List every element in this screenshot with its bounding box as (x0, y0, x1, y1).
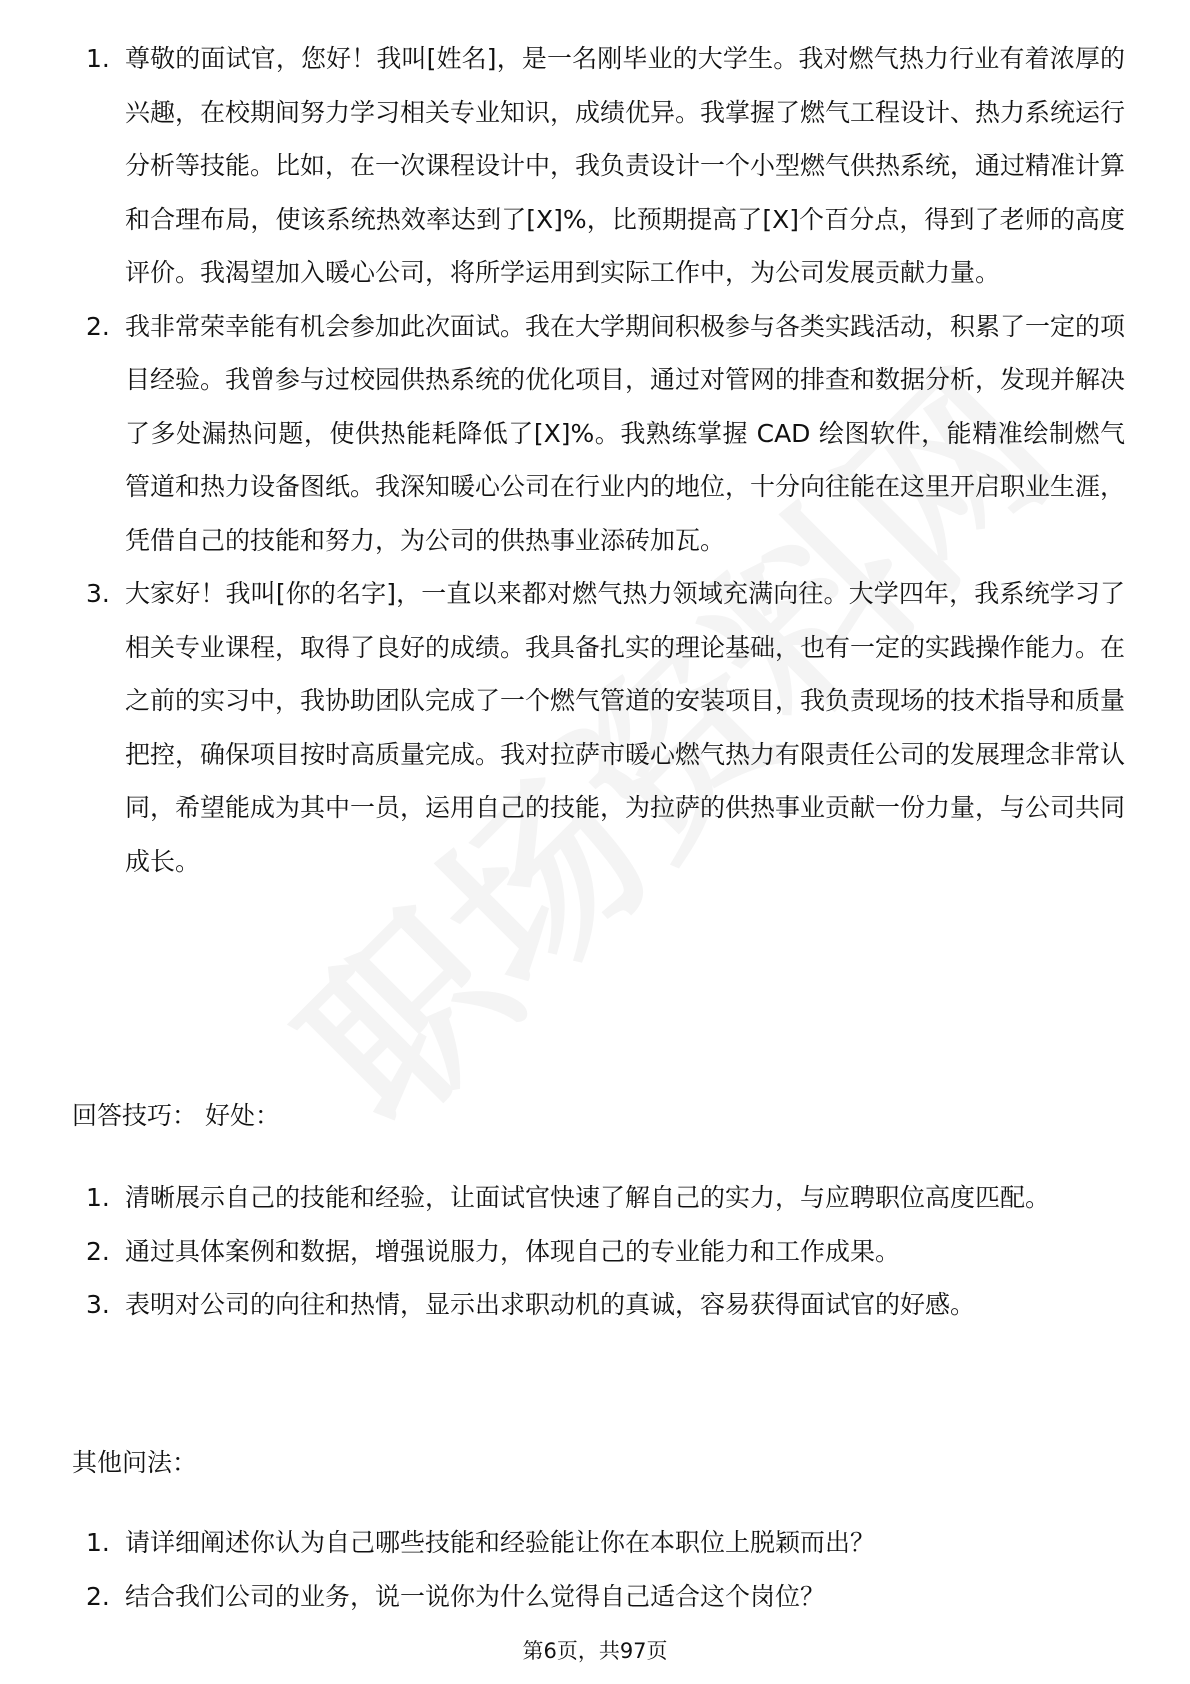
tip-item-3 (0, 1278, 1190, 1332)
list-number: 2. (86, 311, 110, 341)
tip-text: 表明对公司的向往和热情，显示出求职动机的真诚，容易获得面试官的好感。 (125, 1290, 976, 1319)
other-question-item-2 (0, 1570, 1190, 1624)
answer-item-1 (0, 32, 1190, 300)
list-number: 1. (86, 44, 110, 73)
other-question-text: 请详细阐述你认为自己哪些技能和经验能让你在本职位上脱颖而出？ (125, 1528, 876, 1557)
list-number: 2. (86, 1236, 110, 1266)
answer-list (0, 32, 1190, 888)
answer-text: 我非常荣幸能有机会参加此次面试。我在大学期间积极参与各类实践活动，积累了一定的项目经验。我曾参与过校园供热系统的优化项目，通过对管网的排查和数据分析，发现并解决了多处漏热问题，使供热能耗降低了[X]%。我熟练掌握 CAD 绘图软件，能精准绘制燃气管道和热力设备图纸。我深知暖心公司在行业内的地位，十分向往能在这里开启职业生涯，凭借自己的技能和努力，为公司的供热事业添砖加瓦。 (125, 311, 1126, 555)
other-question-text: 结合我们公司的业务，说一说你为什么觉得自己适合这个岗位？ (125, 1581, 826, 1611)
tip-item-2 (0, 1225, 1190, 1279)
answer-item-3 (0, 567, 1190, 888)
tip-text: 通过具体案例和数据，增强说服力，体现自己的专业能力和工作成果。 (125, 1236, 901, 1266)
tip-text: 清晰展示自己的技能和经验，让面试官快速了解自己的实力，与应聘职位高度匹配。 (125, 1183, 1051, 1212)
tip-item-1 (0, 1171, 1190, 1225)
list-number: 3. (86, 1290, 110, 1319)
tips-heading: 回答技巧： 好处： (72, 1101, 280, 1130)
list-number: 3. (86, 579, 110, 608)
answer-text: 尊敬的面试官，您好！我叫[姓名]，是一名刚毕业的大学生。我对燃气热力行业有着浓厚的兴趣，在校期间努力学习相关专业知识，成绩优异。我掌握了燃气工程设计、热力系统运行分析等技能。比如，在一次课程设计中，我负责设计一个小型燃气供热系统，通过精准计算和合理布局，使该系统热效率达到了[X]%，比预期提高了[X]个百分点，得到了老师的高度评价。我渴望加入暖心公司，将所学运用到实际工作中，为公司发展贡献力量。 (125, 44, 1126, 287)
list-number: 1. (86, 1183, 110, 1212)
tips-list (0, 1171, 1190, 1332)
other-question-item-1 (0, 1516, 1190, 1570)
answer-text: 大家好！我叫[你的名字]，一直以来都对燃气热力领域充满向往。大学四年，我系统学习了相关专业课程，取得了良好的成绩。我具备扎实的理论基础，也有一定的实践操作能力。在之前的实习中，我协助团队完成了一个燃气管道的安装项目，我负责现场的技术指导和质量把控，确保项目按时高质量完成。我对拉萨市暖心燃气热力有限责任公司的发展理念非常认同，希望能成为其中一员，运用自己的技能，为拉萨的供热事业贡献一份力量，与公司共同成长。 (125, 579, 1126, 876)
answer-item-2 (0, 300, 1190, 568)
list-number: 1. (86, 1528, 110, 1557)
other-questions-heading: 其他问法： (72, 1448, 198, 1477)
page-footer: 第6页，共97页 (522, 1639, 668, 1663)
other-questions-list (0, 1516, 1190, 1623)
list-number: 2. (86, 1581, 110, 1611)
